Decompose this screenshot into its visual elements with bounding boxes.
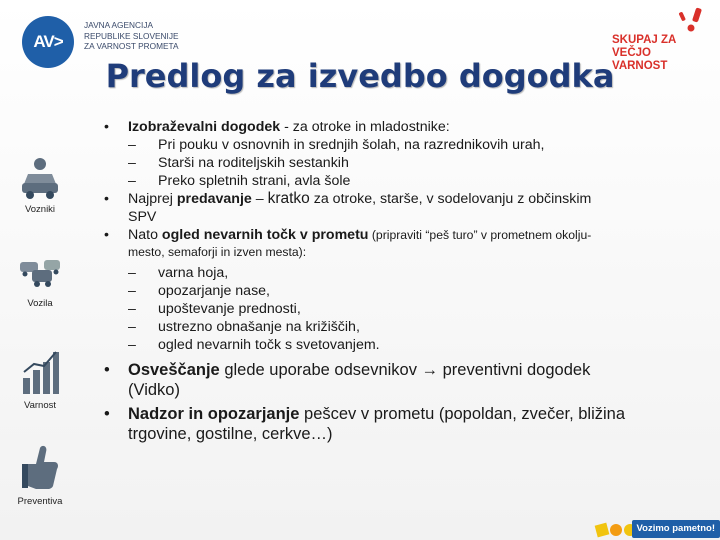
bullet-dot: •: [104, 119, 109, 135]
bullet-nadzor-cont: trgovine, gostilne, cerkve…): [128, 425, 333, 443]
sub-item: – varna hoja,: [128, 265, 229, 281]
thumbs-up-icon: [20, 442, 60, 492]
sub-item: – Pri pouku v osnovnih in srednjih šolah, na razrednikovih urah,: [128, 137, 545, 153]
content-body: [104, 118, 704, 444]
bullet-osvescanje-cont: (Vidko): [128, 381, 180, 399]
footer-strip: [594, 518, 720, 540]
sub-item: – upoštevanje prednosti,: [128, 301, 301, 317]
bullet-dot: •: [104, 405, 110, 423]
bullet-izobrazevalni: • Izobraževalni dogodek - za otroke in mladostnike:: [104, 119, 450, 135]
sub-item: – Preko spletnih strani, avla šole: [128, 173, 351, 189]
avp-logo-text: JAVNA AGENCIJA REPUBLIKE SLOVENIJE ZA VARNOST PROMETA: [84, 20, 179, 51]
skupaj-logo-text: SKUPAJ ZA VEČJO VARNOST: [612, 34, 677, 72]
sidebar: [0, 150, 80, 530]
sidebar-item-preventiva: [0, 442, 80, 507]
bullet-dot: •: [104, 361, 110, 379]
vehicles-icon: [18, 254, 62, 294]
bullet-ogled-cont: mesto, semaforji in izven mesta):: [128, 245, 307, 259]
page-title: Predlog za izvedbo dogodka: [105, 57, 615, 95]
exclamation-mark-icon: [674, 6, 708, 36]
sidebar-label-preventiva: Preventiva: [17, 496, 63, 507]
sidebar-item-vozila: [0, 254, 80, 309]
sidebar-label-varnost: Varnost: [23, 400, 57, 411]
avp-logo-mark: AV>: [22, 16, 74, 68]
sub-item: – ustrezno obnašanje na križiščih,: [128, 319, 360, 335]
bar-chart-icon: [20, 348, 60, 396]
bullet-dot: •: [104, 191, 109, 207]
sub-item: – Starši na roditeljskih sestankih: [128, 155, 349, 171]
sidebar-label-vozila: Vozila: [27, 298, 53, 309]
bullet-ogled: • Nato ogled nevarnih točk v prometu (pripraviti “peš turo” v prometnem okolju-: [104, 227, 592, 243]
sub-item: – ogled nevarnih točk s svetovanjem.: [128, 337, 380, 353]
driver-car-icon: [20, 156, 60, 200]
bullet-dot: •: [104, 227, 109, 243]
sidebar-item-vozniki: [0, 156, 80, 215]
vozimo-pametno-badge: Vozimo pametno!: [632, 520, 720, 538]
bullet-osvescanje: • Osveščanje glede uporabe odsevnikov → preventivni dogodek: [104, 361, 591, 379]
bullet-nadzor: • Nadzor in opozarjanje pešcev v prometu (popoldan, zvečer, bližina: [104, 405, 626, 423]
sub-item: – opozarjanje nase,: [128, 283, 271, 299]
bullet-predavanje-cont: SPV: [128, 209, 157, 225]
arrow-right-icon: →: [421, 361, 439, 379]
sidebar-item-varnost: [0, 348, 80, 411]
bullet-predavanje: • Najprej predavanje – kratko za otroke, starše, v sodelovanju z občinskim: [104, 190, 592, 207]
sidebar-label-vozniki: Vozniki: [24, 204, 56, 215]
